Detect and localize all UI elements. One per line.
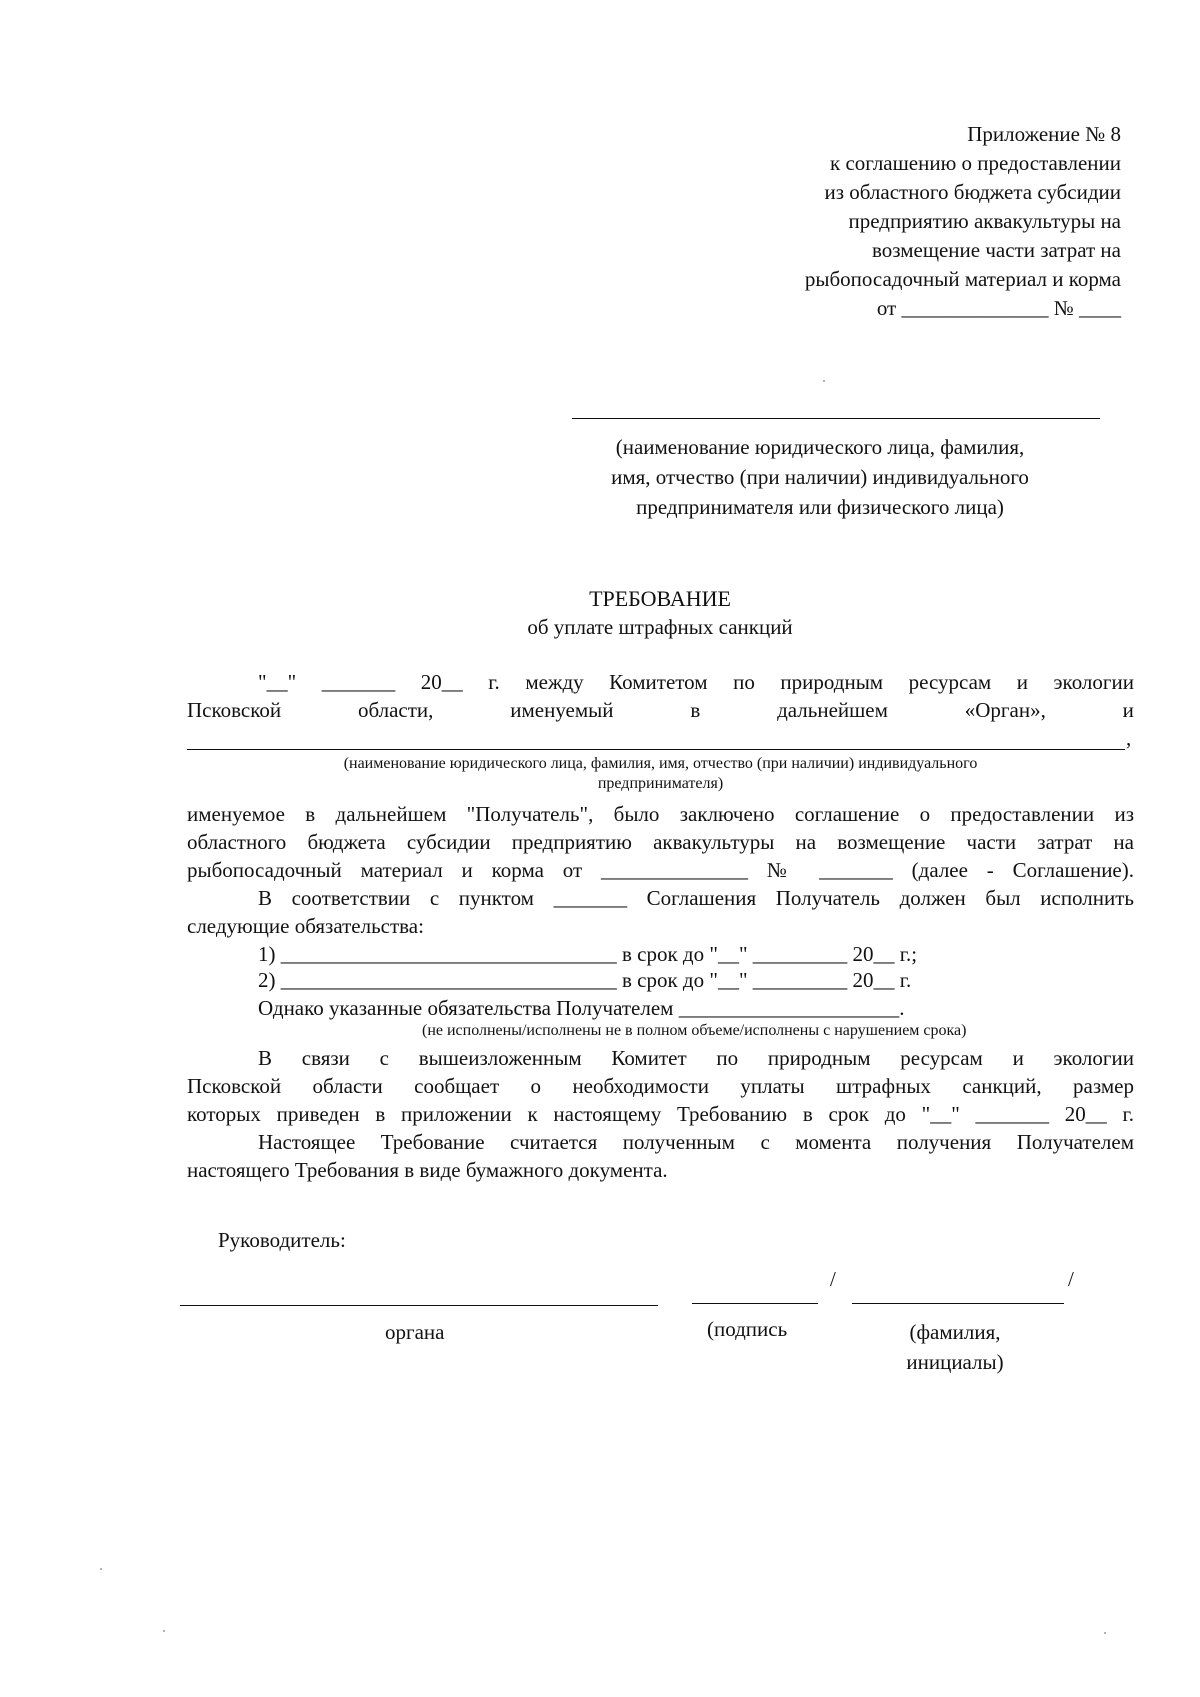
name-line	[852, 1303, 1064, 1304]
header-line-5: возмещение части затрат на	[871, 238, 1121, 262]
p5-line-3: которых приведен в приложении к настоящему Требованию в срок до "__" _______ 20__ г.	[187, 1102, 1134, 1126]
slash-2: /	[1068, 1267, 1074, 1291]
p3-line-2: следующие обязательства:	[187, 914, 424, 938]
p1-word: Псковской	[187, 698, 282, 722]
header-line-3: из областного бюджета субсидии	[824, 180, 1121, 204]
p4-line-1: Однако указанные обязательства Получателем _____________________.	[258, 996, 905, 1020]
org-name-line	[180, 1305, 658, 1306]
p2-line-1: именуемое в дальнейшем "Получатель", было заключено соглашение о предоставлении из	[187, 802, 1134, 826]
p4-caption: (не исполнены/исполнены не в полном объеме/исполнены с нарушением срока)	[422, 1022, 967, 1039]
p2-line-3: рыбопосадочный материал и корма от ______________ № _______ (далее - Соглашение).	[187, 858, 1134, 882]
addressee-line	[572, 418, 1100, 419]
p6-line-2: настоящего Требования в виде бумажного документа.	[187, 1158, 668, 1182]
document-title: ТРЕБОВАНИЕ	[589, 586, 731, 611]
label-name-1: (фамилия,	[909, 1320, 1001, 1344]
p1-word: в	[690, 698, 701, 722]
scan-speck	[823, 380, 825, 382]
header-line-4: предприятию аквакультуры на	[848, 209, 1121, 233]
p3-line-1: В соответствии с пунктом _______ Соглашения Получатель должен был исполнить	[258, 886, 1134, 910]
header-line-1: Приложение № 8	[967, 122, 1121, 146]
p5-line-1: В связи с вышеизложенным Комитет по природным ресурсам и экологии	[258, 1046, 1134, 1070]
header-line-7: от ______________ № ____	[876, 296, 1121, 320]
recipient-line-comma: ,	[1126, 726, 1132, 750]
label-signature: (подпись	[707, 1317, 788, 1341]
label-name	[880, 1317, 1030, 1377]
p1-word: области,	[357, 698, 434, 722]
addressee-caption	[560, 432, 1080, 522]
p1-word: дальнейшем	[777, 698, 888, 722]
label-org: органа	[385, 1320, 445, 1344]
recipient-caption-2: предпринимателя)	[597, 775, 724, 792]
p1-word: и	[1122, 698, 1134, 722]
p5-line-2: Псковской области сообщает о необходимости уплаты штрафных санкций, размер	[187, 1074, 1134, 1098]
p6-line-1: Настоящее Требование считается полученным с момента получения Получателем	[258, 1130, 1134, 1154]
addressee-caption-3: предпринимателя или физического лица)	[636, 495, 1004, 519]
scan-speck	[163, 1630, 165, 1632]
scan-speck	[1104, 1632, 1106, 1634]
appendix-header	[805, 120, 1121, 323]
scan-speck	[100, 1568, 102, 1570]
document-subtitle: об уплате штрафных санкций	[527, 615, 793, 639]
p1-word: «Орган»,	[964, 698, 1046, 722]
signature-line	[692, 1303, 818, 1304]
p1-line-1: "__" _______ 20__ г. между Комитетом по природным ресурсам и экологии	[258, 670, 1134, 694]
header-line-2: к соглашению о предоставлении	[830, 151, 1121, 175]
recipient-caption-1: (наименование юридического лица, фамилия, имя, отчество (при наличии) индивидуального	[343, 755, 978, 772]
p1-line-2	[187, 698, 1134, 723]
recipient-line	[187, 749, 1125, 750]
slash-1: /	[830, 1267, 836, 1291]
obligation-item-1: 1) ________________________________ в срок до "__" _________ 20__ г.;	[258, 942, 918, 966]
header-line-6: рыбопосадочный материал и корма	[804, 267, 1121, 291]
addressee-caption-1: (наименование юридического лица, фамилия,	[615, 435, 1025, 459]
obligation-item-2: 2) ________________________________ в срок до "__" _________ 20__ г.	[258, 968, 912, 992]
p1-word: именуемый	[510, 698, 614, 722]
p2-line-2: областного бюджета субсидии предприятию аквакультуры на возмещение части затрат на	[187, 830, 1134, 854]
recipient-caption	[187, 754, 1134, 794]
signature-head: Руководитель:	[218, 1228, 346, 1252]
addressee-caption-2: имя, отчество (при наличии) индивидуального	[611, 465, 1029, 489]
label-name-2: инициалы)	[906, 1350, 1004, 1374]
